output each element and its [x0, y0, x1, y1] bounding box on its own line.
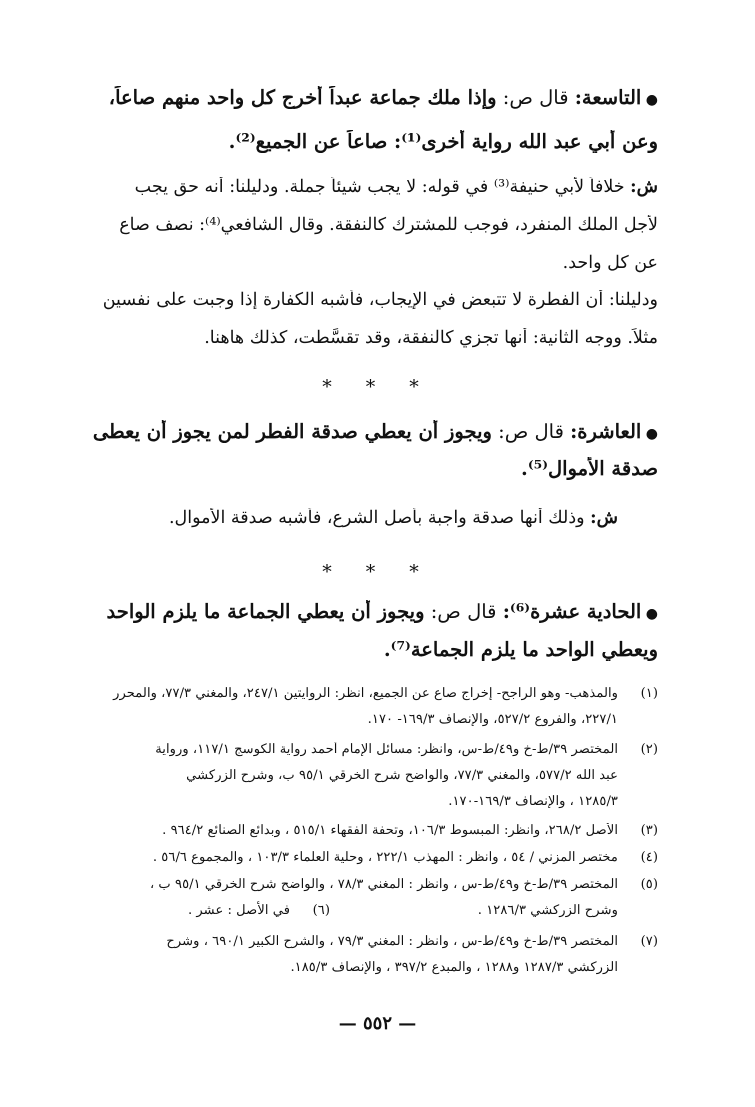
footnote-2: (٢)المختصر ٣٩/ط-خ و٤٩/ط-س، وانظر: مسائل الإمام أحمد رواية الكوسج ١١٧/١، ورواية [155, 742, 658, 757]
commentary-1-line-2: لأجل الملك المنفرد، فوجب للمشترك كالنفقة. وقال الشافعي⁽⁴⁾: نصف صاع [119, 215, 658, 235]
footnote-1-cont: ٢٢٧/١، والفروع ٥٢٧/٢، والإنصاف ١٦٩/٣- ١٧٠. [367, 712, 618, 727]
issue-9-line-2: وعن أبي عبد الله رواية أخرى⁽¹⁾: صاعاً عن الجميع⁽²⁾. [228, 130, 658, 153]
footnote-2-cont: عبد الله ٥٧٧/٢، والمغني ٧٧/٣، والواضح شرح الخرقي ٩٥/١ ب، وشرح الزركشي [186, 768, 618, 783]
footnote-7-cont: الزركشي ١٢٨٧/٣ و١٢٨٨ ، والمبدع ٣٩٧/٢ ، والإنصاف ١٨٥/٣. [290, 960, 618, 975]
commentary-2-line-1: ودليلنا: أن الفطرة لا تتبعض في الإيجاب، فأشبه الكفارة إذا وجبت على نفسين [102, 290, 658, 310]
section-divider-stars: * * * [322, 561, 433, 583]
footnote-4: (٤)مختصر المزني / ٥٤ ، وانظر : المهذب ٢٢٢/١ ، وحلية العلماء ١٠٣/٣ ، والمجموع ٥٦/٦ . [152, 850, 658, 865]
commentary-1-line-3: عن كل واحد. [562, 253, 658, 273]
issue-9-line-1: ● التاسعة: قال ص: وإذا ملك جماعة عبداً أخرج كل واحد منهم صاعاً، [108, 86, 658, 109]
commentary-2-line-2: مثلاً. ووجه الثانية: أنها تجزي كالنفقة، وقد تقسَّطت، كذلك هاهنا. [204, 328, 658, 348]
commentary-3-line-1: ش: وذلك أنها صدقة واجبة بأصل الشرع، فأشبه صدقة الأموال. [168, 508, 618, 528]
footnote-2-cont: ١٢٨٥/٣ ، والإنصاف ١٦٩/٣-١٧٠. [448, 794, 618, 809]
issue-11-line-2: ويعطي الواحد ما يلزم الجماعة⁽⁷⁾. [383, 638, 658, 661]
footnote-3: (٣)الأصل ٢٦٨/٢، وانظر: المبسوط ١٠٦/٣، وتحفة الفقهاء ٥١٥/١ ، وبدائع الصنائع ٩٦٤/٢ . [162, 823, 658, 838]
issue-10-line-1: ● العاشرة: قال ص: ويجوز أن يعطي صدقة الفطر لمن يجوز أن يعطى [92, 420, 658, 443]
footnote-7: (٧)المختصر ٣٩/ط-خ و٤٩/ط-س ، وانظر : المغني ٧٩/٣ ، والشرح الكبير ٦٩٠/١ ، وشرح [166, 934, 658, 949]
footnote-1: (١)والمذهب- وهو الراجح- إخراج صاع عن الجميع، انظر: الروايتين ٢٤٧/١، والمغني ٧٧/٣، والمحرر [113, 686, 658, 701]
footnote-5-cont: وشرح الزركشي ١٢٨٦/٣ . [477, 903, 618, 918]
footnote-5: (٥)المختصر ٣٩/ط-خ و٤٩/ط-س ، وانظر : المغني ٧٨/٣ ، والواضح شرح الخرقي ٩٥/١ ب ، [149, 877, 658, 892]
section-divider-stars: * * * [322, 376, 433, 398]
footnote-6: (٦)في الأصل : عشر . [188, 903, 330, 918]
commentary-1-line-1: ش: خلافاً لأبي حنيفة⁽³⁾ في قوله: لا يجب شيئاً جملة. ودليلنا: أنه حق يجب [134, 177, 658, 197]
issue-11-line-1: ● الحادية عشرة⁽⁶⁾: قال ص: ويجوز أن يعطي الجماعة ما يلزم الواحد [106, 600, 658, 623]
issue-10-line-2: صدقة الأموال⁽⁵⁾. [521, 457, 658, 480]
page-number: — ٥٥٢ — [338, 1013, 417, 1034]
